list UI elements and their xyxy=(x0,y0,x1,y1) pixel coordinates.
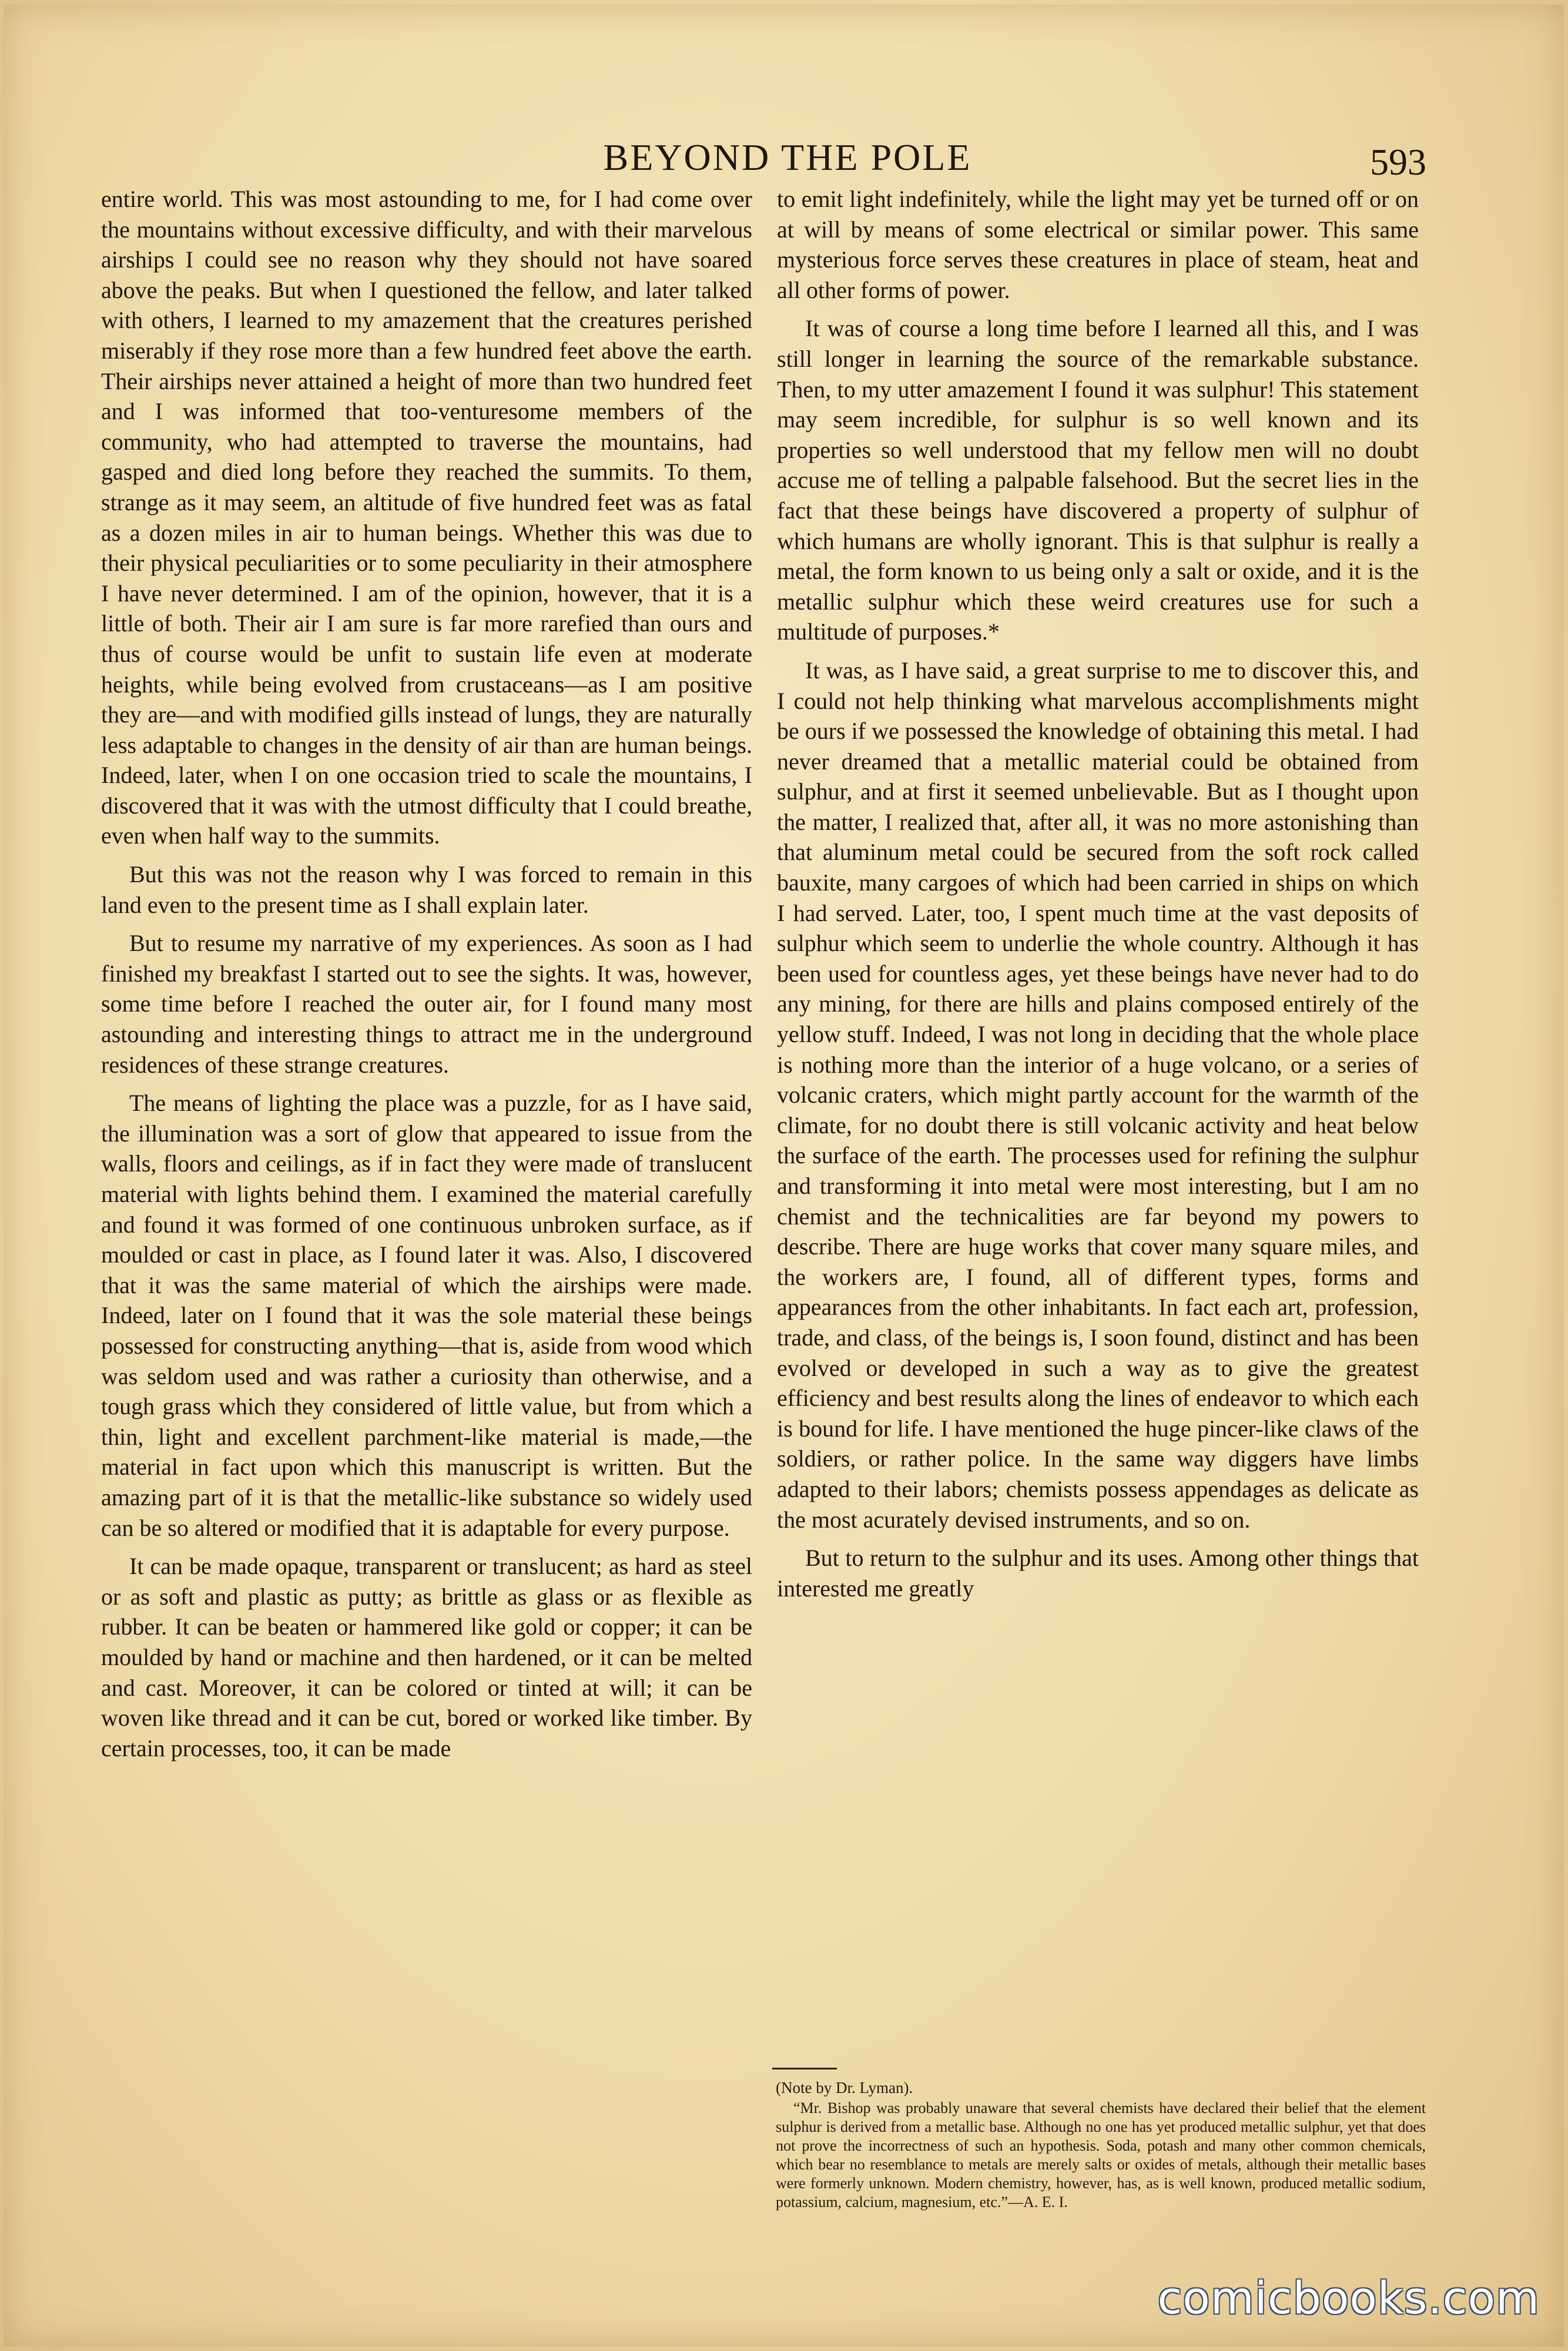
ink-smudge xyxy=(1479,713,1496,766)
running-header xyxy=(4,131,1564,184)
paragraph: to emit light indefinitely, while the light may yet be turned off or on at will by means of some electrical or similar power. This same mysterious force serves these creatures in place of steam, heat and all other forms of power. xyxy=(777,186,1419,303)
paragraph: But this was not the reason why I was forced to remain in this land even to the present time as I shall explain later. xyxy=(101,861,752,918)
text-column-right xyxy=(777,184,1419,1994)
text-column-left xyxy=(101,184,752,1994)
paragraph: The means of lighting the place was a puzzle, for as I have said, the illumination was a sort of glow that appeared to issue from the walls, floors and ceilings, as if in fact they were made of translucent material with lights behind them. I examined the material carefully and found it was formed of one continuous unbroken surface, as if moulded or cast in place, as I found later it was. Also, I discovered that it was the same material of which the airships were made. Indeed, later on I found that it was the sole material these beings possessed for constructing anything—that is, aside from wood which was seldom used and was rather a curiosity than otherwise, and a tough grass which they considered of little value, but from which a thin, light and excellent parchment-like material is made,—the material in fact upon which this manuscript is written. But the amazing part of it is that the metallic-like substance so widely used can be so altered or modified that it is adaptable for every purpose. xyxy=(101,1090,752,1541)
book-page xyxy=(4,5,1564,2347)
footnote-text: “Mr. Bishop was probably unaware that several chemists have declared their belief that the element sulphur is derived from a metallic base. Although no one has yet produced metallic sulphur, yet that does not prove the incorrectness of such an hypothesis. Soda, potash and many other common chemicals, which bear no resemblance to metals are merely salts or oxides of metals, although their metallic bases were formerly unknown. Modern chemistry, however, has, as is well known, produced metallic sodium, potassium, calcium, magnesium, etc.”—A. E. I. xyxy=(776,2099,1426,2211)
paragraph: It can be made opaque, transparent or translucent; as hard as steel or as soft and plastic as putty; as brittle as glass or as flexible as rubber. It can be beaten or hammered like gold or copper; it can be moulded by hand or machine and then hardened, or it can be melted and cast. Moreover, it can be colored or tinted at will; it can be woven like thread and it can be cut, bored or worked like timber. By certain processes, too, it can be made xyxy=(101,1553,752,1761)
running-title: BEYOND THE POLE xyxy=(603,136,972,178)
footnote-label: (Note by Dr. Lyman). xyxy=(776,2079,913,2097)
paragraph: It was, as I have said, a great surprise to me to discover this, and I could not help thinking what marvelous accomplishments might be ours if we possessed the knowledge of obtaining this metal. I had never dreamed that a metallic material could be obtained from sulphur, and at first it seemed unbelievable. But as I thought upon the matter, I realized that, after all, it was no more astonishing than that aluminum metal could be secured from the soft rock called bauxite, many cargoes of which had been carried in ships on which I had served. Later, too, I spent much time at the vast deposits of sulphur which seem to underlie the whole country. Although it has been used for countless ages, yet these beings have never had to do any mining, for there are hills and plains composed entirely of the yellow stuff. Indeed, I was not long in deciding that the whole place is nothing more than the interior of a huge volcano, or a series of volcanic craters, which might partly account for the warmth of the climate, for no doubt there is still volcanic activity and heat below the surface of the earth. The processes used for refining the sulphur and transforming it into metal were most interesting, but I am no chemist and the technicalities are far beyond my powers to describe. There are huge works that cover many square miles, and the workers are, I found, all of different types, forms and appearances from the other inhabitants. In fact each art, profession, trade, and class, of the beings is, I soon found, distinct and has been evolved or developed in such a way as to give the greatest efficiency and best results along the lines of endeavor to which each is bound for life. I have mentioned the huge pincer-like claws of the soldiers, or rather police. In the same way diggers have limbs adapted to their labors; chemists possess appendages as delicate as the most acurately devised instruments, and so on. xyxy=(777,657,1419,1533)
paragraph: But to return to the sulphur and its uses. Among other things that interested me greatly xyxy=(777,1545,1419,1602)
page-number: 593 xyxy=(1370,141,1426,183)
paragraph: But to resume my narrative of my experiences. As soon as I had finished my breakfast I started out to see the sights. It was, however, some time before I reached the outer air, for I found many most astounding and interesting things to attract me in the underground residences of these strange creatures. xyxy=(101,930,752,1078)
footnote xyxy=(768,2068,1426,2285)
watermark: comicbooks.com xyxy=(1157,2272,1540,2324)
paragraph: entire world. This was most astounding to me, for I had come over the mountains without excessive difficulty, and with their marvelous airships I could see no reason why they should not have soared above the peaks. But when I questioned the fellow, and later talked with others, I learned to my amazement that the creatures perished miserably if they rose more than a few hundred feet above the earth. Their airships never attained a height of more than two hundred feet and I was informed that too-venturesome members of the community, who had attempted to traverse the mountains, had gasped and died long before they reached the summits. To them, strange as it may seem, an altitude of five hundred feet was as fatal as a dozen miles in air to human beings. Whether this was due to their physical peculiarities or to some peculiarity in their atmosphere I have never determined. I am of the opinion, however, that it is a little of both. Their air I am sure is far more rarefied than ours and thus of course would be unfit to sustain life even at moderate heights, while being evolved from crustaceans—as I am positive they are—and with modified gills instead of lungs, they are naturally less adaptable to changes in the density of air than are human beings. Indeed, later, when I on one occasion tried to scale the mountains, I discovered that it was with the utmost difficulty that I could breathe, even when half way to the summits. xyxy=(101,186,752,849)
paragraph: It was of course a long time before I learned all this, and I was still longer in learning the source of the remarkable substance. Then, to my utter amazement I found it was sulphur! This statement may seem incredible, for sulphur is so well known and its properties so well understood that my fellow men will no doubt accuse me of telling a palpable falsehood. But the secret lies in the fact that these beings have discovered a property of sulphur of which humans are wholly ignorant. This is that sulphur is really a metal, the form known to us being only a salt or oxide, and it is the metallic sulphur which these weird creatures use for such a multitude of purposes.* xyxy=(777,315,1419,645)
footnote-rule xyxy=(772,2068,837,2069)
